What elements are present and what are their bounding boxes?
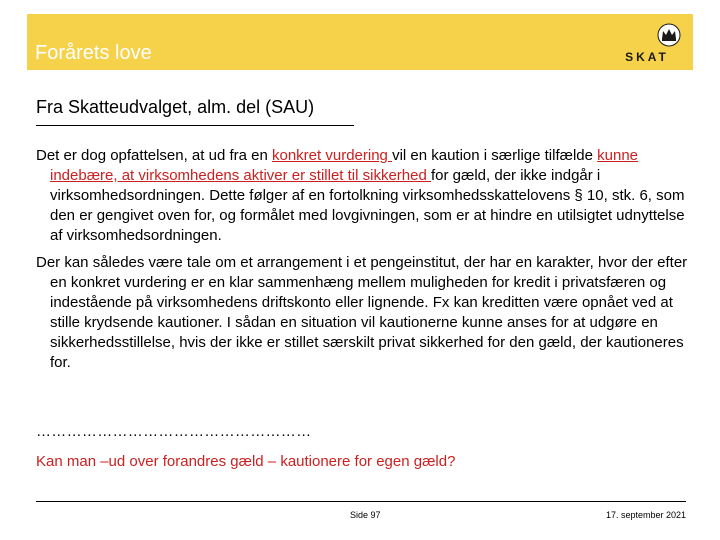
footer-date: 17. september 2021: [605, 510, 686, 520]
body-text: [36, 146, 696, 380]
slide-title: Forårets love: [35, 42, 152, 64]
skat-logo: [611, 22, 683, 68]
ellipsis-line: ………………………………………………: [36, 423, 312, 440]
subtitle-divider: [36, 125, 354, 126]
question-text: Kan man –ud over forandres gæld – kautionere for egen gæld?: [36, 453, 456, 470]
footer-divider: [36, 501, 686, 502]
crown-icon: [611, 22, 683, 52]
link-konkret-vurdering[interactable]: konkret vurdering: [272, 147, 393, 164]
paragraph-2: Der kan således være tale om et arrangement i et pengeinstitut, der har en karakter, hvor der efter en konkret vurdering er en klar sammenhæng mellem muligheden for kredit i privatsfæren og indestående på virksomhedens driftskonto eller lignende. Fx kan kreditten være opnået ved at stille krydsende kautioner. I sådan en situation vil kautionerne kunne anses for at udgøre en sikkerhedsstillelse, hvis der ikke er stillet særskilt privat sikkerhed for den gæld, der kautioneres for.: [36, 254, 688, 371]
logo-text: SKAT: [625, 50, 669, 64]
subtitle: Fra Skatteudvalget, alm. del (SAU): [36, 97, 315, 117]
paragraph-1-text-b: vil en kaution i særlige tilfælde: [392, 147, 598, 164]
paragraph-1: [36, 146, 696, 246]
paragraph-1-text-a: Det er dog opfattelsen, at ud fra en: [36, 147, 272, 164]
paragraph-1-text-c: for gæld, der ikke indgår i virksomhedsordningen. Dette følger af en fortolkning virksomhedsskattelovens § 10, stk. 6, som den er gengivet oven for, og formålet med lovgivningen, som er at hindre en utilsigtet udnyttelse af virksomhedsordningen.: [50, 167, 685, 244]
link-aktiver-sikkerhed[interactable]: kunne indebære, at virksomhedens aktiver er stillet til sikkerhed: [50, 147, 639, 184]
footer-page-number: Side 97: [350, 510, 381, 520]
header-bar: [27, 14, 693, 70]
